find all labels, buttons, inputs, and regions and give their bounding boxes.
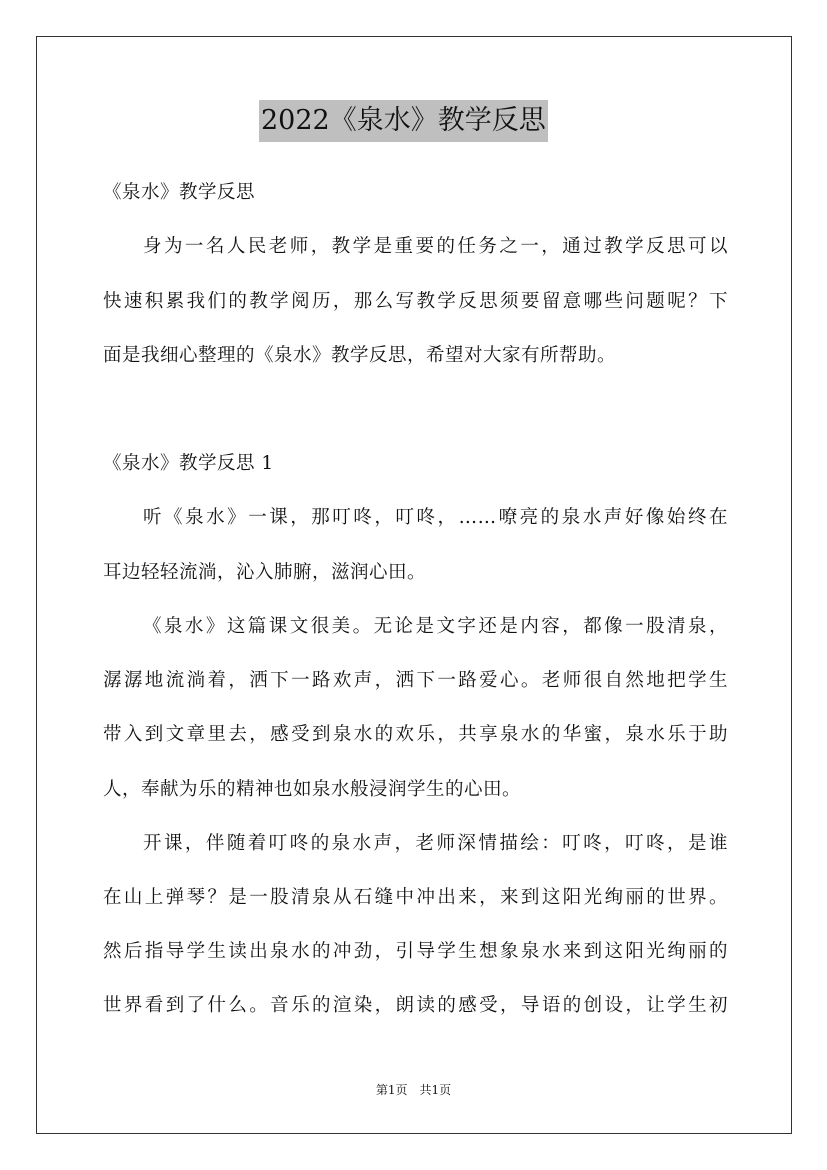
page-footer: 第1页 共1页 — [375, 1083, 452, 1097]
paragraph-line: 人，奉献为乐的精神也如泉水般浸润学生的心田。 — [103, 779, 522, 800]
paragraph-line: 开课，伴随着叮咚的泉水声，老师深情描绘：叮咚，叮咚，是谁 — [143, 833, 728, 854]
intro-line: 快速积累我们的教学阅历，那么写教学反思须要留意哪些问题呢？下 — [103, 291, 728, 312]
paragraph-line: 听《泉水》一课，那叮咚，叮咚，……嘹亮的泉水声好像始终在 — [143, 507, 728, 528]
intro-line: 面是我细心整理的《泉水》教学反思，希望对大家有所帮助。 — [103, 345, 617, 366]
section-heading: 《泉水》教学反思 1 — [103, 453, 274, 474]
paragraph-line: 然后指导学生读出泉水的冲劲，引导学生想象泉水来到这阳光绚丽的 — [103, 941, 728, 962]
paragraph-line: 《泉水》这篇课文很美。无论是文字还是内容，都像一股清泉， — [143, 616, 728, 637]
subheading: 《泉水》教学反思 — [103, 182, 256, 203]
paragraph-line: 耳边轻轻流淌，沁入肺腑，滋润心田。 — [103, 562, 427, 583]
paragraph-line: 潺潺地流淌着，洒下一路欢声，洒下一路爱心。老师很自然地把学生 — [103, 670, 728, 691]
paragraph-line: 世界看到了什么。音乐的渲染，朗读的感受，导语的创设，让学生初 — [103, 995, 728, 1016]
paragraph-line: 在山上弹琴？是一股清泉从石缝中冲出来，来到这阳光绚丽的世界。 — [103, 887, 728, 908]
paragraph-line: 带入到文章里去，感受到泉水的欢乐，共享泉水的华蜜，泉水乐于助 — [103, 724, 728, 745]
intro-line: 身为一名人民老师，教学是重要的任务之一，通过教学反思可以 — [143, 236, 728, 257]
document-title: 2022《泉水》教学反思 — [259, 100, 548, 142]
